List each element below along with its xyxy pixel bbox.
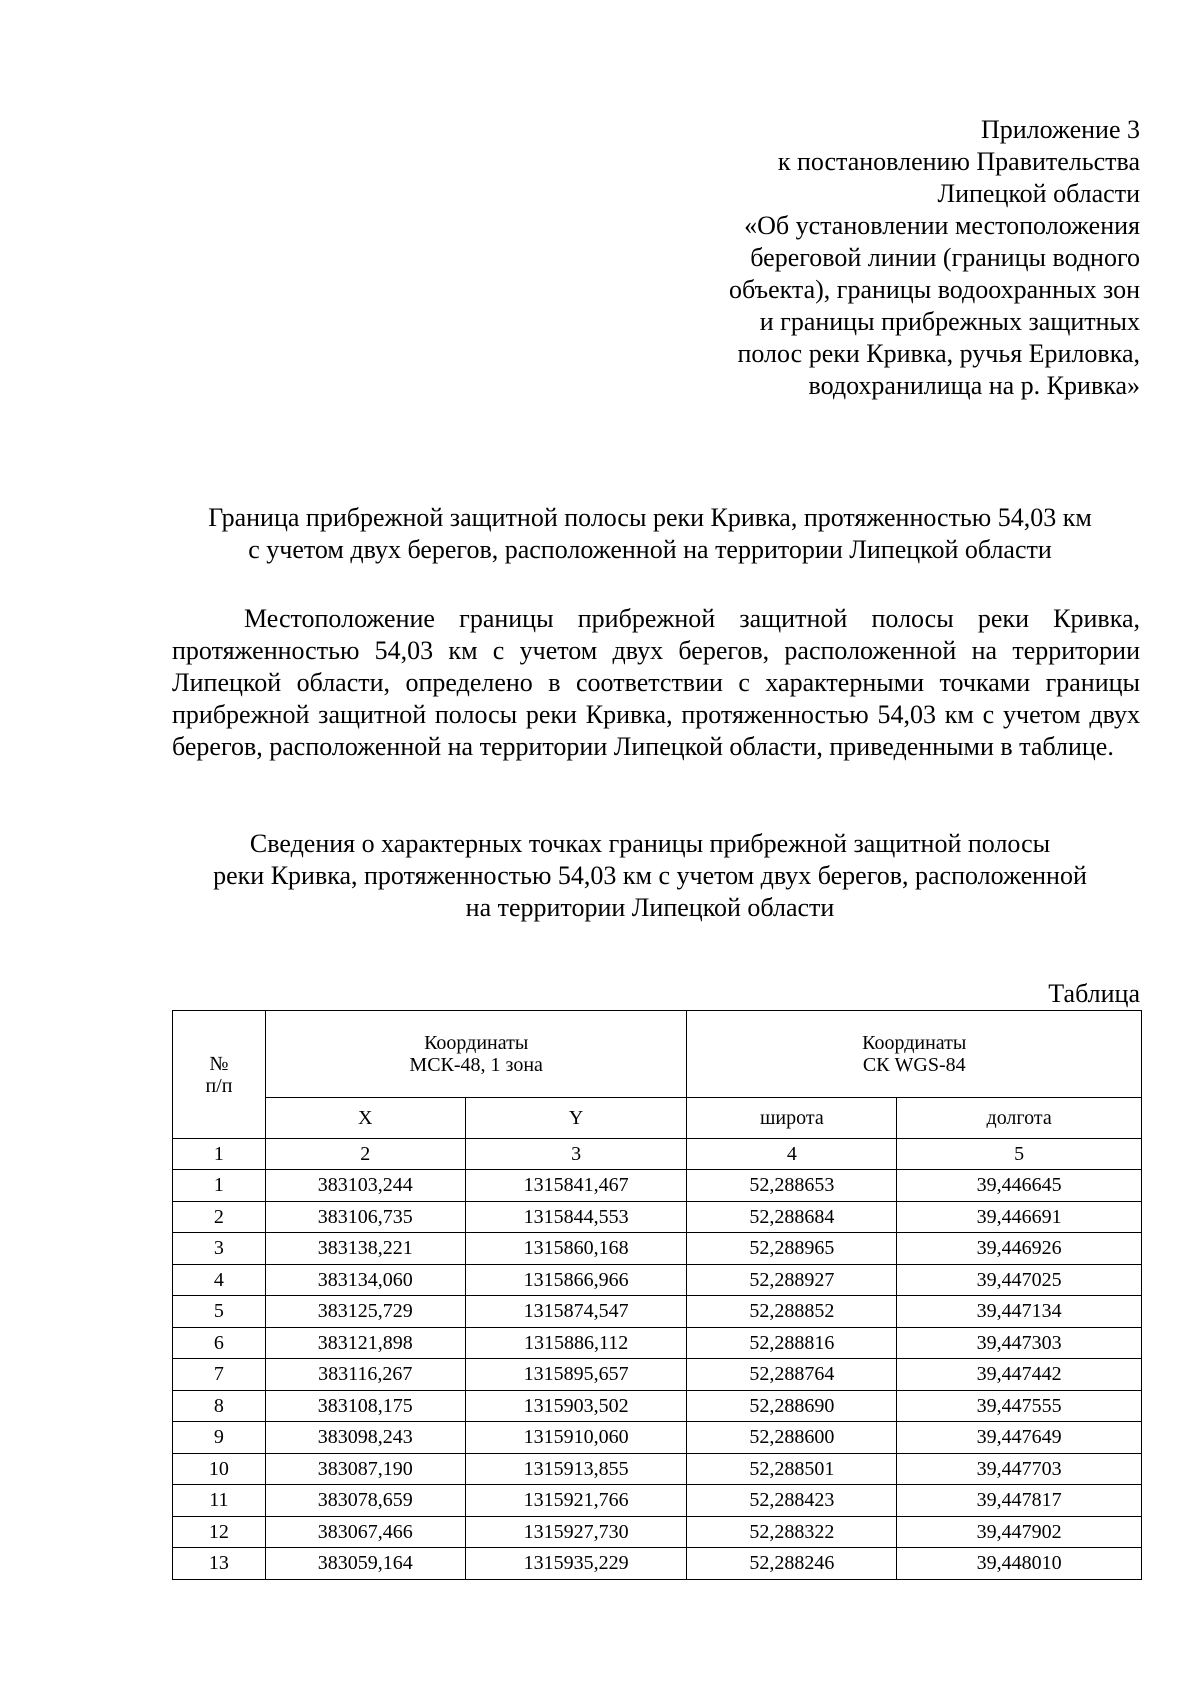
wgs-latitude-cell: 52,288927: [687, 1264, 897, 1296]
wgs-longitude-cell: 39,447134: [897, 1296, 1142, 1328]
caption-line: на территории Липецкой области: [465, 893, 835, 922]
table-row: [173, 1264, 1142, 1296]
table-row: [173, 1327, 1142, 1359]
wgs-longitude-cell: 39,447025: [897, 1264, 1142, 1296]
table-row: [173, 1359, 1142, 1391]
msk-y-cell: 1315927,730: [465, 1516, 687, 1548]
msk-y-cell: 1315910,060: [465, 1422, 687, 1454]
wgs-longitude-cell: 39,446926: [897, 1233, 1142, 1265]
wgs-latitude-cell: 52,288600: [687, 1422, 897, 1454]
msk-x-cell: 383098,243: [265, 1422, 465, 1454]
wgs-longitude-cell: 39,446645: [897, 1170, 1142, 1202]
document-heading: [160, 502, 1140, 566]
msk-x-cell: 383103,244: [265, 1170, 465, 1202]
wgs-latitude-cell: 52,288764: [687, 1359, 897, 1391]
annex-line: полос реки Кривка, ручья Ериловка,: [737, 339, 1140, 368]
msk-x-cell: 383078,659: [265, 1485, 465, 1517]
table-row: [173, 1548, 1142, 1580]
wgs-latitude-cell: 52,288965: [687, 1233, 897, 1265]
wgs-longitude-cell: 39,447817: [897, 1485, 1142, 1517]
annex-line: и границы прибрежных защитных: [759, 307, 1140, 336]
msk-y-cell: 1315841,467: [465, 1170, 687, 1202]
header-latitude: широта: [687, 1098, 897, 1139]
header-y: Y: [465, 1098, 687, 1139]
wgs-longitude-cell: 39,447902: [897, 1516, 1142, 1548]
table-label: Таблица: [1048, 979, 1140, 1008]
annex-line: Липецкой области: [937, 179, 1140, 208]
point-number-cell: 8: [173, 1390, 266, 1422]
header-number: № п/п: [173, 1011, 266, 1139]
msk-x-cell: 383087,190: [265, 1453, 465, 1485]
wgs-latitude-cell: 52,288690: [687, 1390, 897, 1422]
column-number: 3: [465, 1139, 687, 1170]
point-number-cell: 4: [173, 1264, 266, 1296]
point-number-cell: 10: [173, 1453, 266, 1485]
point-number-cell: 6: [173, 1327, 266, 1359]
point-number-cell: 1: [173, 1170, 266, 1202]
table-row: [173, 1516, 1142, 1548]
point-number-cell: 7: [173, 1359, 266, 1391]
msk-y-cell: 1315844,553: [465, 1201, 687, 1233]
msk-x-cell: 383059,164: [265, 1548, 465, 1580]
header-msk48: Координаты МСК-48, 1 зона: [265, 1011, 687, 1098]
msk-x-cell: 383067,466: [265, 1516, 465, 1548]
header-x: X: [265, 1098, 465, 1139]
wgs-latitude-cell: 52,288246: [687, 1548, 897, 1580]
column-number-row: [173, 1139, 1142, 1170]
msk-x-cell: 383106,735: [265, 1201, 465, 1233]
column-number: 4: [687, 1139, 897, 1170]
annex-line: береговой линии (границы водного: [750, 243, 1140, 272]
table-caption: [160, 828, 1140, 924]
wgs-longitude-cell: 39,447555: [897, 1390, 1142, 1422]
wgs-longitude-cell: 39,447703: [897, 1453, 1142, 1485]
header-longitude: долгота: [897, 1098, 1142, 1139]
msk-y-cell: 1315903,502: [465, 1390, 687, 1422]
wgs-longitude-cell: 39,447303: [897, 1327, 1142, 1359]
msk-x-cell: 383121,898: [265, 1327, 465, 1359]
wgs-latitude-cell: 52,288423: [687, 1485, 897, 1517]
msk-y-cell: 1315921,766: [465, 1485, 687, 1517]
wgs-latitude-cell: 52,288653: [687, 1170, 897, 1202]
msk-y-cell: 1315895,657: [465, 1359, 687, 1391]
heading-line: с учетом двух берегов, расположенной на территории Липецкой области: [248, 535, 1052, 564]
annex-line: к постановлению Правительства: [777, 147, 1140, 176]
annex-line: Приложение 3: [980, 115, 1140, 144]
table-row: [173, 1453, 1142, 1485]
wgs-longitude-cell: 39,446691: [897, 1201, 1142, 1233]
wgs-latitude-cell: 52,288501: [687, 1453, 897, 1485]
table-row: [173, 1170, 1142, 1202]
annex-line: «Об установлении местоположения: [744, 211, 1140, 240]
msk-y-cell: 1315913,855: [465, 1453, 687, 1485]
wgs-latitude-cell: 52,288816: [687, 1327, 897, 1359]
wgs-latitude-cell: 52,288684: [687, 1201, 897, 1233]
heading-line: Граница прибрежной защитной полосы реки Кривка, протяженностью 54,03 км: [208, 503, 1092, 532]
msk-y-cell: 1315866,966: [465, 1264, 687, 1296]
msk-y-cell: 1315935,229: [465, 1548, 687, 1580]
wgs-latitude-cell: 52,288852: [687, 1296, 897, 1328]
msk-y-cell: 1315886,112: [465, 1327, 687, 1359]
msk-x-cell: 383125,729: [265, 1296, 465, 1328]
table-row: [173, 1485, 1142, 1517]
annex-note: [540, 114, 1140, 402]
table-row: [173, 1390, 1142, 1422]
annex-line: водохранилища на р. Кривка»: [808, 371, 1140, 400]
point-number-cell: 13: [173, 1548, 266, 1580]
body-paragraph: Местоположение границы прибрежной защитной полосы реки Кривка, протяженностью 54,03 км с учетом двух берегов, расположенной на территории Липецкой области, определено в соответствии с характерными точками границы прибрежной защитной полосы реки Кривка, протяженностью 54,03 км с учетом двух берегов, расположенной на территории Липецкой области, приведенными в таблице.: [172, 604, 1140, 761]
msk-x-cell: 383138,221: [265, 1233, 465, 1265]
point-number-cell: 9: [173, 1422, 266, 1454]
msk-y-cell: 1315874,547: [465, 1296, 687, 1328]
point-number-cell: 5: [173, 1296, 266, 1328]
wgs-longitude-cell: 39,447649: [897, 1422, 1142, 1454]
msk-x-cell: 383108,175: [265, 1390, 465, 1422]
header-wgs84: Координаты СК WGS-84: [687, 1011, 1142, 1098]
column-number: 1: [173, 1139, 266, 1170]
table-row: [173, 1422, 1142, 1454]
table-row: [173, 1296, 1142, 1328]
point-number-cell: 3: [173, 1233, 266, 1265]
wgs-latitude-cell: 52,288322: [687, 1516, 897, 1548]
msk-y-cell: 1315860,168: [465, 1233, 687, 1265]
caption-line: Сведения о характерных точках границы прибрежной защитной полосы: [249, 829, 1051, 858]
point-number-cell: 12: [173, 1516, 266, 1548]
wgs-longitude-cell: 39,447442: [897, 1359, 1142, 1391]
point-number-cell: 11: [173, 1485, 266, 1517]
caption-line: реки Кривка, протяженностью 54,03 км с учетом двух берегов, расположенной: [213, 861, 1087, 890]
coordinates-table: [172, 1010, 1142, 1580]
wgs-longitude-cell: 39,448010: [897, 1548, 1142, 1580]
point-number-cell: 2: [173, 1201, 266, 1233]
msk-x-cell: 383116,267: [265, 1359, 465, 1391]
column-number: 2: [265, 1139, 465, 1170]
table-row: [173, 1233, 1142, 1265]
table-row: [173, 1201, 1142, 1233]
annex-line: объекта), границы водоохранных зон: [729, 275, 1140, 304]
msk-x-cell: 383134,060: [265, 1264, 465, 1296]
column-number: 5: [897, 1139, 1142, 1170]
